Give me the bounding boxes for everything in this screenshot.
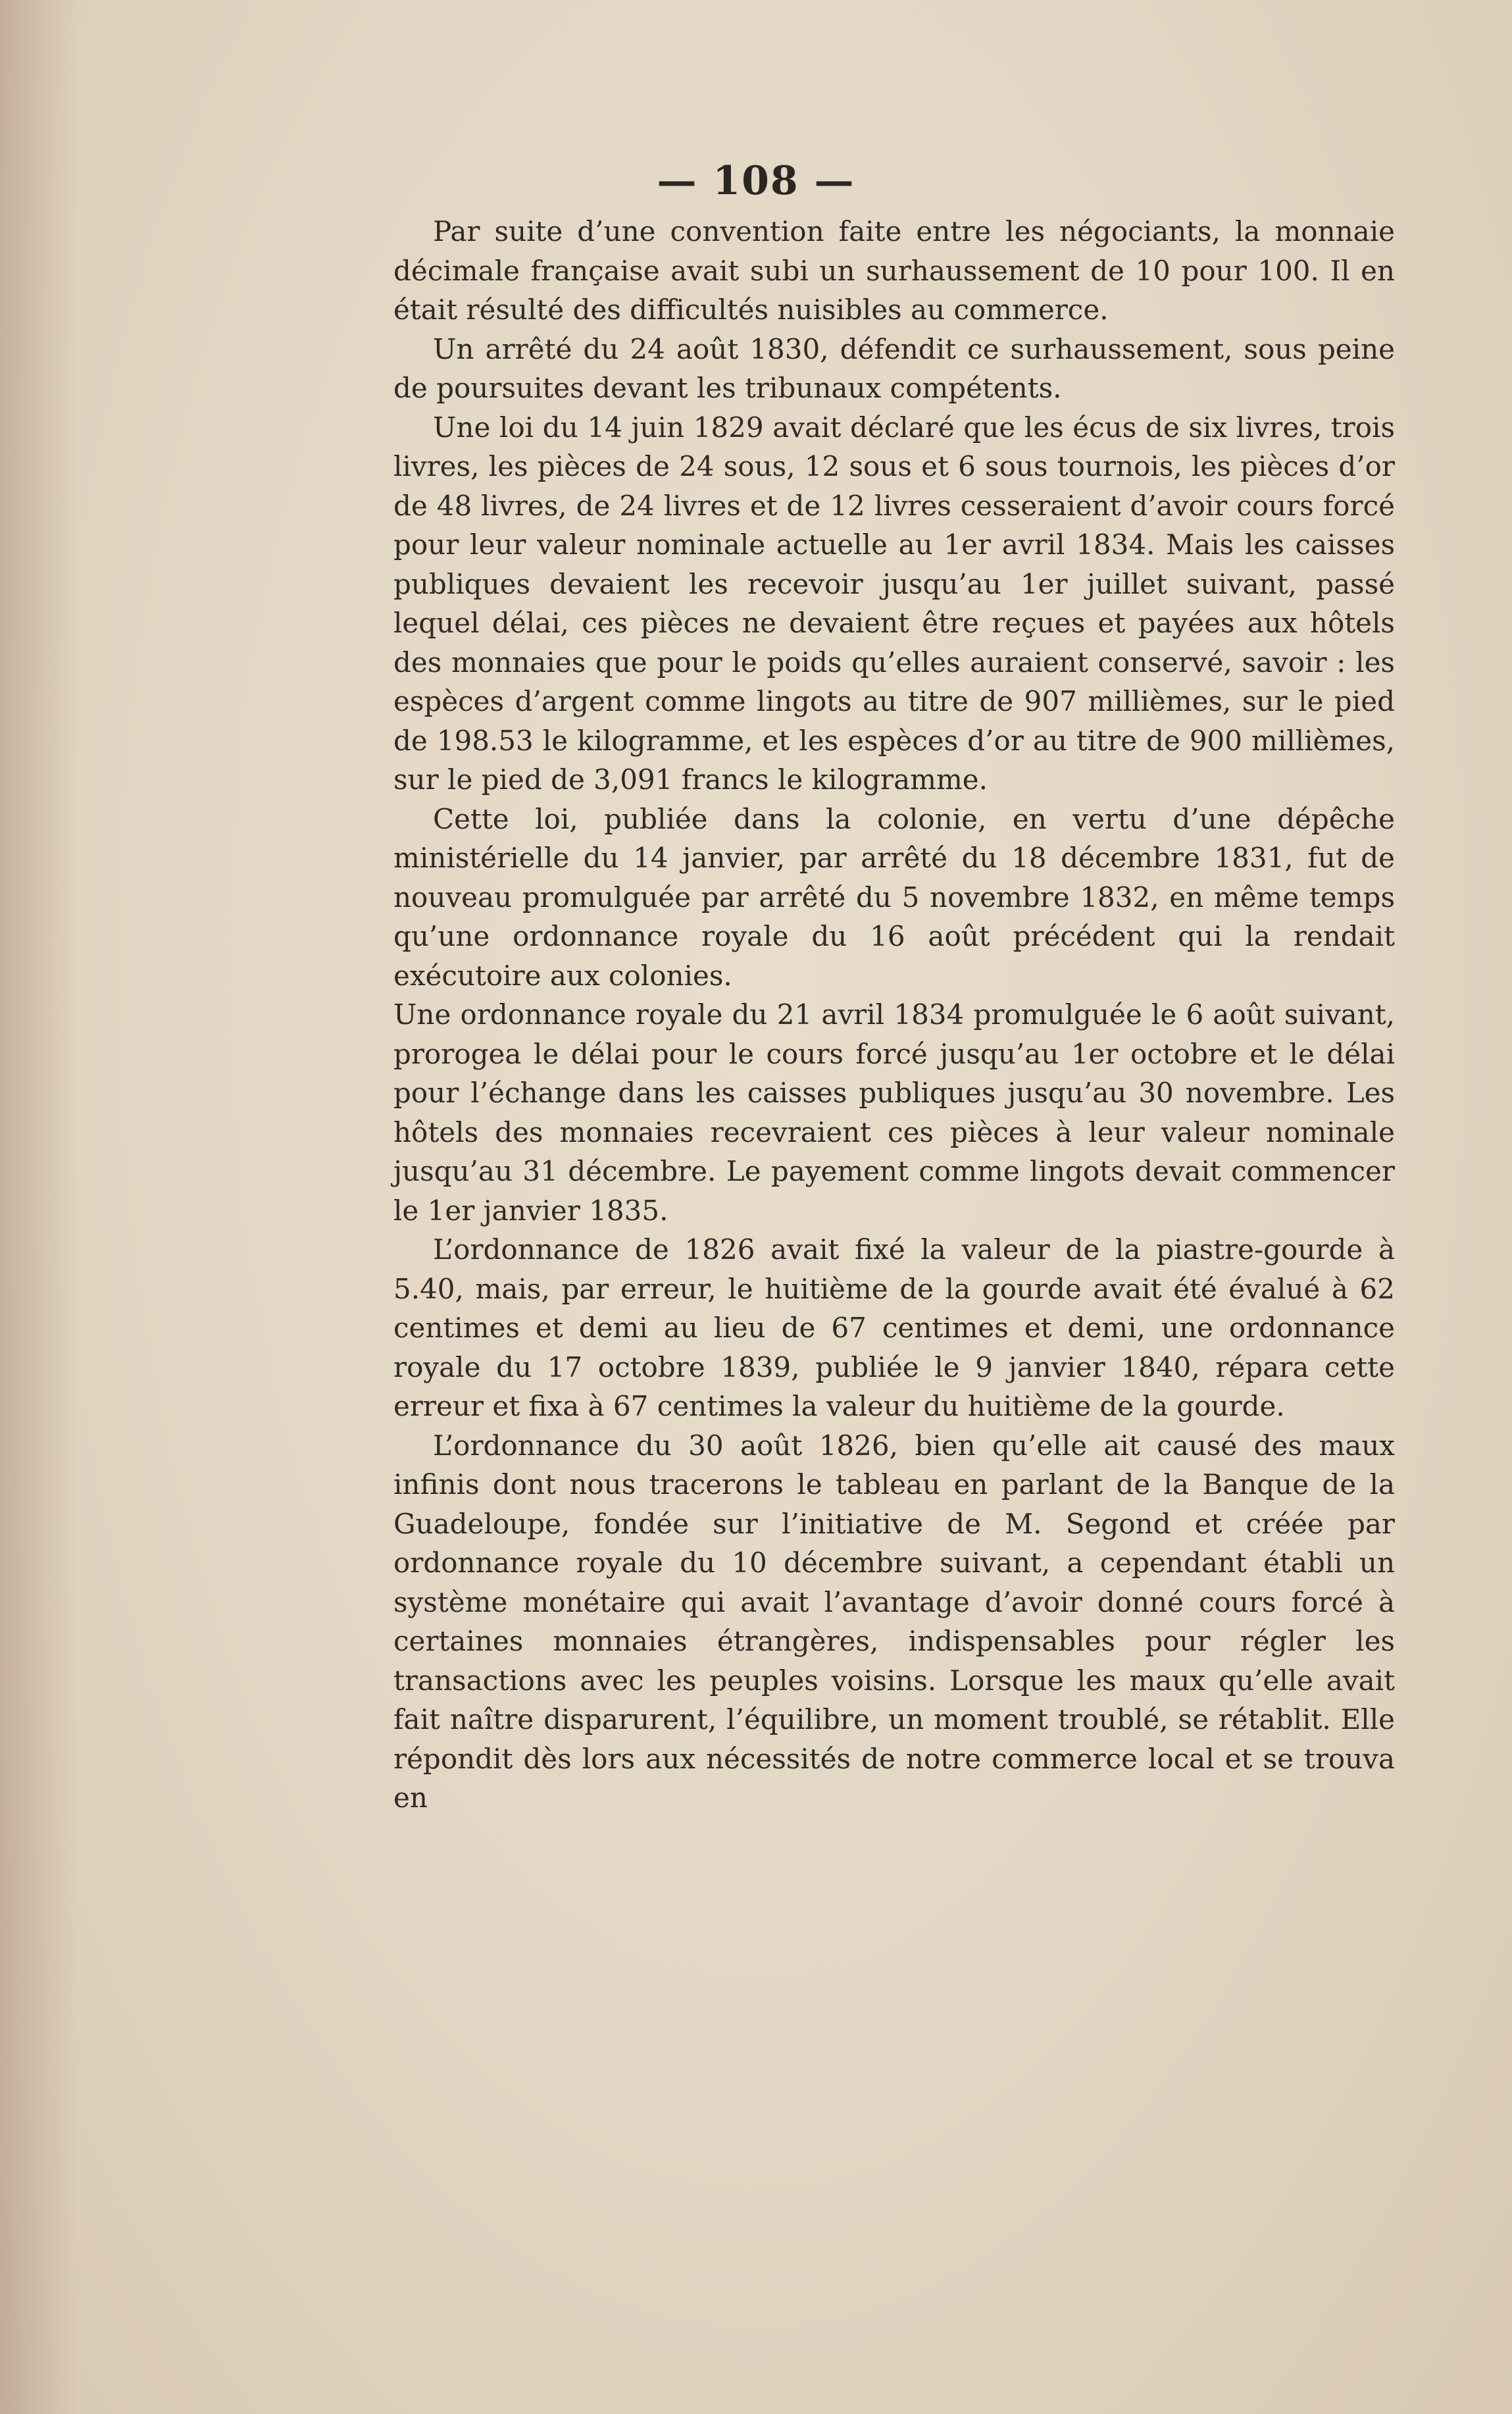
paragraph: Cette loi, publiée dans la colonie, en vertu d’une dépêche ministérielle du 14 janvier, par arrêté du 18 décembre 1831, fut de nouveau promulguée par arrêté du 5 novembre 1832, en même temps qu’une ordonnance royale du 16 août précédent qui la rendait exécutoire aux colonies. — [393, 802, 1395, 992]
paragraph: Une loi du 14 juin 1829 avait déclaré que les écus de six livres, trois livres, les pièces de 24 sous, 12 sous et 6 sous tournois, les pièces d’or de 48 livres, de 24 livres et de 12 livres cesseraient d’avoir cours forcé pour leur valeur nominale actuelle au 1er avril 1834. Mais les caisses publiques devaient les recevoir jusqu’au 1er juillet suivant, passé lequel délai, ces pièces ne devaient être reçues et payées aux hôtels des monnaies que pour le poids qu’elles auraient conservé, savoir : les espèces d’argent comme lingots au titre de 907 millièmes, sur le pied de 198.53 le kilogramme, et les espèces d’or au titre de 900 millièmes, sur le pied de 3,091 francs le kilogramme. — [393, 411, 1395, 796]
paragraph: L’ordonnance de 1826 avait fixé la valeur de la piastre-gourde à 5.40, mais, par erreur, le huitième de la gourde avait été évalué à 62 centimes et demi au lieu de 67 centimes et demi, une ordonnance royale du 17 octobre 1839, publiée le 9 janvier 1840, répara cette erreur et fixa à 67 centimes la valeur du huitième de la gourde. — [393, 1233, 1395, 1422]
body-text — [393, 212, 1395, 1818]
paragraph: L’ordonnance du 30 août 1826, bien qu’elle ait causé des maux infinis dont nous tracerons le tableau en parlant de la Banque de la Guadeloupe, fondée sur l’initiative de M. Segond et créée par ordonnance royale du 10 décembre suivant, a cependant établi un système monétaire qui avait l’avantage d’avoir donné cours forcé à certaines monnaies étrangères, indispensables pour régler les transactions avec les peuples voisins. Lorsque les maux qu’elle avait fait naître disparurent, l’équilibre, un moment troublé, se rétablit. Elle répondit dès lors aux nécessités de notre commerce local et se trouva en — [393, 1429, 1395, 1814]
page-number: — 108 — — [657, 158, 855, 204]
paragraph: Un arrêté du 24 août 1830, défendit ce surhaussement, sous peine de poursuites devant les tribunaux compétents. — [393, 332, 1395, 404]
page-edge-shading — [0, 0, 79, 2414]
paragraph: Par suite d’une convention faite entre les négociants, la monnaie décimale française avait subi un surhaussement de 10 pour 100. Il en était résulté des difficultés nuisibles au commerce. — [393, 215, 1395, 326]
paragraph: Une ordonnance royale du 21 avril 1834 promulguée le 6 août suivant, prorogea le délai pour le cours forcé jusqu’au 1er octobre et le délai pour l’échange dans les caisses publiques jusqu’au 30 novembre. Les hôtels des monnaies recevraient ces pièces à leur valeur nominale jusqu’au 31 décembre. Le payement comme lingots devait commencer le 1er janvier 1835. — [393, 998, 1395, 1227]
